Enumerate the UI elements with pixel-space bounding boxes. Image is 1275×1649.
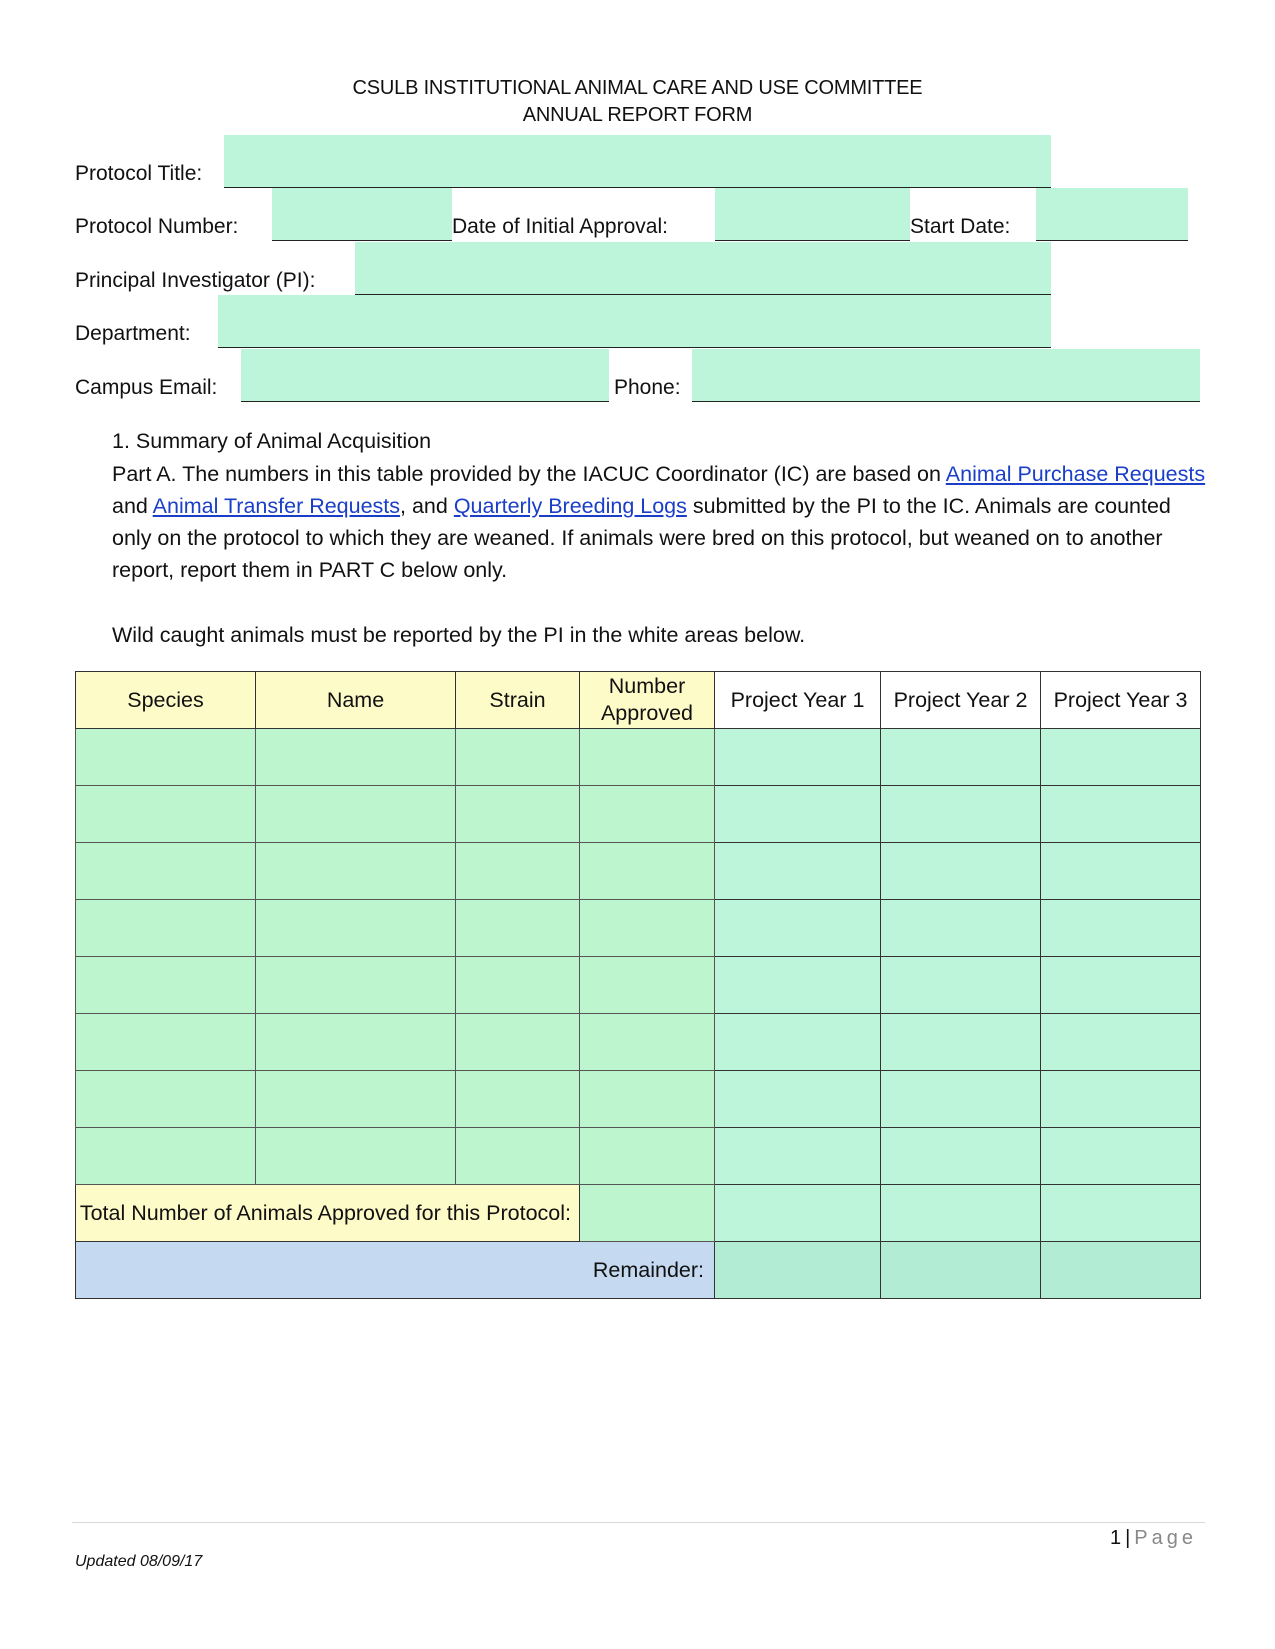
protocol-number-field[interactable]: [272, 188, 452, 241]
strain-cell[interactable]: [456, 1071, 580, 1128]
phone-field[interactable]: [692, 349, 1200, 402]
species-cell[interactable]: [76, 1014, 256, 1071]
section-1-heading: 1. Summary of Animal Acquisition: [112, 429, 432, 453]
total-year-2-cell[interactable]: [881, 1185, 1041, 1242]
table-header-row: [76, 672, 1201, 729]
form-title-line1: CSULB INSTITUTIONAL ANIMAL CARE AND USE COMMITTEE: [352, 77, 923, 99]
total-label: Total Number of Animals Approved for this Protocol:: [76, 1185, 580, 1242]
department-field[interactable]: [218, 295, 1051, 348]
animal-purchase-requests-link[interactable]: Animal Purchase Requests: [945, 462, 1206, 486]
header-name: Name: [256, 672, 456, 729]
name-cell[interactable]: [256, 957, 456, 1014]
number-approved-cell[interactable]: [580, 900, 715, 957]
wild-caught-note: Wild caught animals must be reported by the PI in the white areas below.: [112, 623, 806, 647]
campus-email-field[interactable]: [241, 349, 609, 402]
strain-cell[interactable]: [456, 957, 580, 1014]
protocol-number-label: Protocol Number:: [75, 215, 239, 238]
year-1-cell[interactable]: [715, 900, 881, 957]
strain-cell[interactable]: [456, 729, 580, 786]
year-3-cell[interactable]: [1041, 843, 1201, 900]
table-row: [76, 1014, 1201, 1071]
remainder-year-1-cell[interactable]: [715, 1242, 881, 1299]
header-number-approved: Number Approved: [580, 672, 715, 729]
table-row: [76, 1128, 1201, 1185]
header-strain: Strain: [456, 672, 580, 729]
year-3-cell[interactable]: [1041, 1014, 1201, 1071]
year-2-cell[interactable]: [881, 900, 1041, 957]
total-year-1-cell[interactable]: [715, 1185, 881, 1242]
total-year-3-cell[interactable]: [1041, 1185, 1201, 1242]
pi-field[interactable]: [355, 242, 1051, 295]
year-1-cell[interactable]: [715, 1128, 881, 1185]
year-3-cell[interactable]: [1041, 957, 1201, 1014]
year-3-cell[interactable]: [1041, 786, 1201, 843]
name-cell[interactable]: [256, 1128, 456, 1185]
species-cell[interactable]: [76, 843, 256, 900]
year-2-cell[interactable]: [881, 786, 1041, 843]
strain-cell[interactable]: [456, 1014, 580, 1071]
table-row: [76, 900, 1201, 957]
start-date-field[interactable]: [1036, 188, 1188, 241]
total-row: [76, 1185, 1201, 1242]
number-approved-cell[interactable]: [580, 1128, 715, 1185]
name-cell[interactable]: [256, 1014, 456, 1071]
table-row: [76, 957, 1201, 1014]
form-title-line2: ANNUAL REPORT FORM: [522, 104, 753, 126]
year-2-cell[interactable]: [881, 843, 1041, 900]
year-1-cell[interactable]: [715, 729, 881, 786]
species-cell[interactable]: [76, 786, 256, 843]
species-cell[interactable]: [76, 729, 256, 786]
year-3-cell[interactable]: [1041, 729, 1201, 786]
number-approved-cell[interactable]: [580, 843, 715, 900]
animal-transfer-requests-link[interactable]: Animal Transfer Requests: [152, 494, 401, 518]
year-1-cell[interactable]: [715, 786, 881, 843]
name-cell[interactable]: [256, 1071, 456, 1128]
remainder-label: Remainder:: [76, 1242, 715, 1299]
header-project-year-2: Project Year 2: [881, 672, 1041, 729]
strain-cell[interactable]: [456, 786, 580, 843]
species-cell[interactable]: [76, 900, 256, 957]
strain-cell[interactable]: [456, 1128, 580, 1185]
year-2-cell[interactable]: [881, 1128, 1041, 1185]
animal-acquisition-table: [75, 671, 1201, 1299]
header-project-year-3: Project Year 3: [1041, 672, 1201, 729]
date-initial-approval-label: Date of Initial Approval:: [452, 215, 668, 238]
header-project-year-1: Project Year 1: [715, 672, 881, 729]
strain-cell[interactable]: [456, 843, 580, 900]
year-1-cell[interactable]: [715, 1071, 881, 1128]
protocol-title-label: Protocol Title:: [75, 162, 203, 185]
year-3-cell[interactable]: [1041, 900, 1201, 957]
strain-cell[interactable]: [456, 900, 580, 957]
page-number: 1 | Page: [1109, 1527, 1197, 1549]
name-cell[interactable]: [256, 843, 456, 900]
species-cell[interactable]: [76, 1071, 256, 1128]
footer-divider: [72, 1522, 1205, 1523]
header-species: Species: [76, 672, 256, 729]
number-approved-cell[interactable]: [580, 957, 715, 1014]
date-initial-approval-field[interactable]: [715, 188, 910, 241]
total-number-approved-cell[interactable]: [580, 1185, 715, 1242]
year-1-cell[interactable]: [715, 1014, 881, 1071]
updated-date: Updated 08/09/17: [75, 1553, 203, 1570]
number-approved-cell[interactable]: [580, 1071, 715, 1128]
remainder-year-2-cell[interactable]: [881, 1242, 1041, 1299]
remainder-year-3-cell[interactable]: [1041, 1242, 1201, 1299]
number-approved-cell[interactable]: [580, 729, 715, 786]
name-cell[interactable]: [256, 729, 456, 786]
quarterly-breeding-logs-link[interactable]: Quarterly Breeding Logs: [453, 494, 687, 518]
species-cell[interactable]: [76, 1128, 256, 1185]
protocol-title-field[interactable]: [224, 135, 1051, 188]
section-1-paragraph: Part A. The numbers in this table provided by the IACUC Coordinator (IC) are based on Animal Purchase Requests and Animal Transfer Requests, and Quarterly Breeding Logs submitted by the PI to the IC. Animals are counted only on the protocol to which they are weaned. If animals were bred on this protocol, but weaned on to another report, report them in PART C below only.: [112, 462, 1206, 582]
name-cell[interactable]: [256, 786, 456, 843]
start-date-label: Start Date:: [910, 215, 1011, 238]
year-2-cell[interactable]: [881, 729, 1041, 786]
year-1-cell[interactable]: [715, 957, 881, 1014]
table-row: [76, 1071, 1201, 1128]
department-label: Department:: [75, 322, 191, 345]
number-approved-cell[interactable]: [580, 1014, 715, 1071]
phone-label: Phone:: [614, 376, 681, 399]
species-cell[interactable]: [76, 957, 256, 1014]
pi-label: Principal Investigator (PI):: [75, 269, 316, 292]
year-2-cell[interactable]: [881, 957, 1041, 1014]
table-row: [76, 843, 1201, 900]
campus-email-label: Campus Email:: [75, 376, 218, 399]
table-row: [76, 786, 1201, 843]
year-3-cell[interactable]: [1041, 1128, 1201, 1185]
year-2-cell[interactable]: [881, 1071, 1041, 1128]
year-1-cell[interactable]: [715, 843, 881, 900]
table-row: [76, 729, 1201, 786]
year-2-cell[interactable]: [881, 1014, 1041, 1071]
remainder-row: [76, 1242, 1201, 1299]
year-3-cell[interactable]: [1041, 1071, 1201, 1128]
number-approved-cell[interactable]: [580, 786, 715, 843]
name-cell[interactable]: [256, 900, 456, 957]
